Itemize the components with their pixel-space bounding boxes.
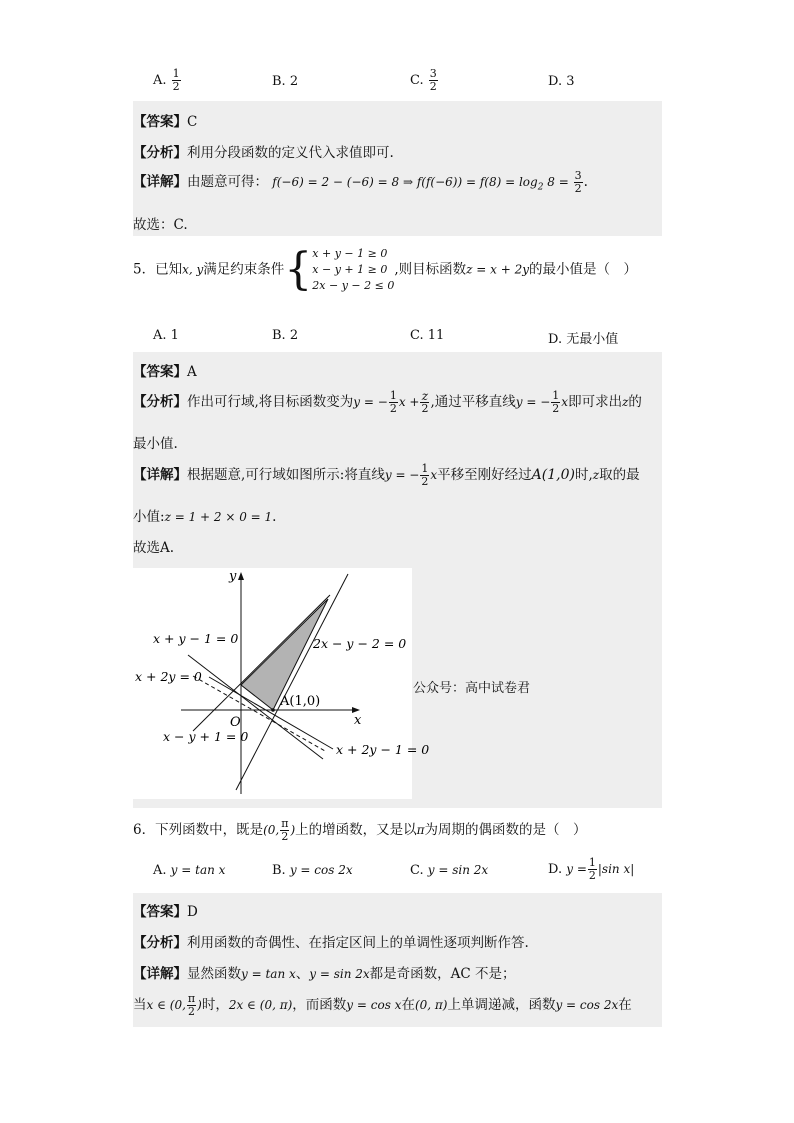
origin-label: O — [230, 715, 241, 730]
q4-answer: 【答案】C — [133, 114, 198, 130]
label-l2: 2x − y − 2 = 0 — [313, 636, 407, 651]
q5-option-b[interactable]: B. 2 — [272, 328, 299, 343]
q4-analysis: 【分析】利用分段函数的定义代入求值即可. — [133, 145, 394, 161]
q5-analysis-line2: 最小值. — [133, 436, 178, 452]
q5-choose: 故选A. — [133, 540, 175, 556]
y-axis-arrow — [238, 572, 244, 580]
point-a-label: A(1,0) — [280, 694, 321, 709]
q4-option-b[interactable]: B. 2 — [272, 74, 299, 89]
q6-option-b[interactable]: B. y = cos 2x — [272, 863, 353, 878]
label-l1: x + y − 1 = 0 — [153, 631, 239, 646]
point-a — [271, 708, 275, 712]
q6-stem: 6．下列函数中，既是(0, $\frac{\pi}{2}$ )上的增函数，又是以π为周期的偶函数的是（ ） — [133, 817, 587, 843]
q6-option-d[interactable]: D. y = $\frac{1}{2}$ |sin x| — [548, 856, 635, 882]
line-x-y1 — [193, 595, 330, 731]
y-axis-label: y — [229, 569, 237, 584]
q5-option-d[interactable]: D. 无最小值 — [548, 332, 619, 347]
q4-detail: 【详解】由题意可得： f(−6) = 2 − (−6) = 8 ⇒ $f(f(-6)) = f(8) = \log_2 8$ = $\frac{3}{2}$ . — [133, 169, 588, 195]
q5-feasible-region-figure — [133, 568, 430, 799]
label-l4: x − y + 1 = 0 — [163, 729, 249, 744]
q6-analysis: 【分析】利用函数的奇偶性、在指定区间上的单调性逐项判断作答. — [133, 935, 529, 951]
label-l5: x + 2y − 1 = 0 — [336, 742, 430, 757]
q5-analysis: 【分析】作出可行域,将目标函数变为y = − $\frac{1}{2}$ x + $\frac{z}{2}$ ,通过平移直线y = − $\frac{1}{2}$ x即可求出z的 — [133, 389, 642, 415]
q4-solution-block — [133, 101, 662, 236]
q6-option-c[interactable]: C. y = sin 2x — [410, 863, 489, 878]
q5-detail: 【详解】根据题意,可行域如图所示:将直线y = − $\frac{1}{2}$ x平移至刚好经过A(1,0)时,z取的最 — [133, 462, 640, 488]
q5-option-a[interactable]: A. 1 — [153, 328, 179, 343]
q5-stem: 5．已知x, y满足约束条件{ x + y − 1 ≥ 0 x − y + 1 ≥ 0 2x − y − 2 ≤ 0 ,则目标函数z = x + 2y的最小值是（ ） — [133, 244, 637, 295]
q5-detail-line2: 小值:z = 1 + 2 × 0 = 1. — [133, 509, 277, 525]
watermark-text: 公众号：高中试卷君 — [413, 681, 531, 696]
q4-option-d[interactable]: D. 3 — [548, 74, 575, 89]
x-axis-label: x — [354, 713, 362, 728]
q4-choose: 故选：C. — [133, 217, 188, 233]
q6-answer: 【答案】D — [133, 904, 198, 920]
q6-detail: 【详解】显然函数y = tan x、y = sin 2x都是奇函数，AC 不是； — [133, 966, 516, 982]
q5-option-c[interactable]: C. 11 — [410, 328, 445, 343]
q6-option-a[interactable]: A. y = tan x — [153, 863, 226, 878]
q6-detail-line2: 当x ∈ (0, $\frac{\pi}{2}$ )时，2x ∈ (0, π)，而函数y = cos x在(0, π)上单调递减，函数y = cos 2x在 — [133, 992, 632, 1018]
label-l3: x + 2y = 0 — [135, 669, 202, 684]
q4-option-c[interactable]: C. $\frac{3}{2}$ — [410, 67, 437, 93]
q4-option-a[interactable]: A. $\frac{1}{2}$ — [153, 67, 180, 93]
q5-constraints: x + y − 1 ≥ 0 x − y + 1 ≥ 0 2x − y − 2 ≤ 0 — [312, 247, 395, 292]
q5-answer: 【答案】A — [133, 364, 197, 380]
